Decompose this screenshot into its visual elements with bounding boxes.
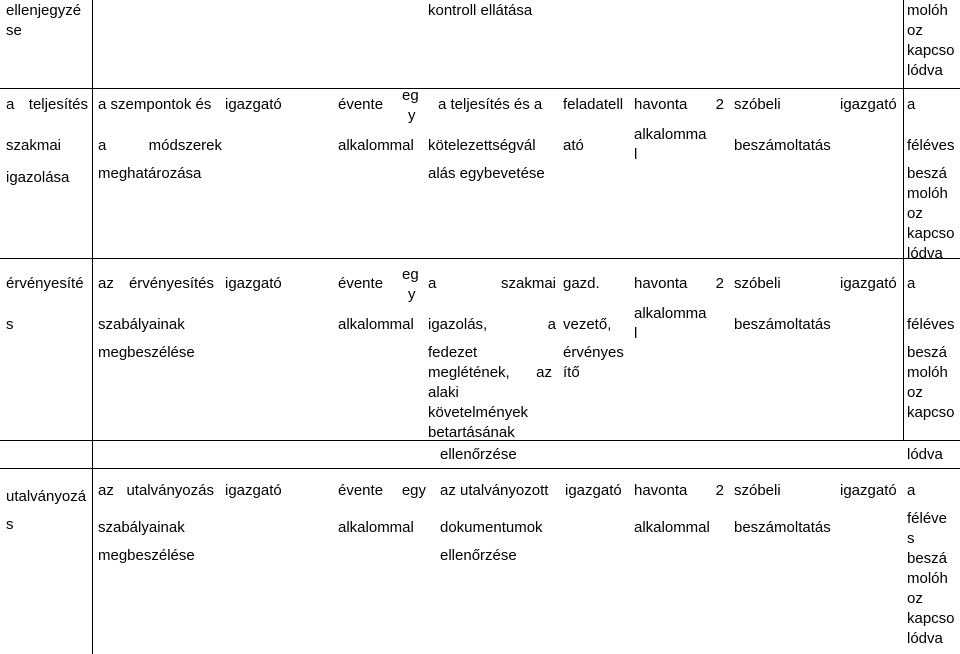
cell-r1-c7-line1: havonta 2 bbox=[634, 96, 724, 113]
cell-r3-c2: szabályainak megbeszélése bbox=[98, 519, 195, 564]
table-hline-1 bbox=[0, 88, 960, 89]
table-hline-2 bbox=[0, 258, 960, 259]
cell-r2-c4b: eg y bbox=[402, 266, 419, 303]
cell-r1-c7: alkalomma l bbox=[634, 126, 707, 163]
cell-r2-c2: szabályainak megbeszélése bbox=[98, 316, 195, 361]
cell-r2-c10-last: lódva bbox=[907, 446, 943, 463]
cell-r2-c7-line1: havonta 2 bbox=[634, 275, 724, 292]
cell-r2-c5-line1: a szakmai bbox=[428, 275, 556, 292]
cell-r1-c1: szakmai igazolása bbox=[6, 137, 70, 186]
cell-r2-c5-line2: igazolás, a bbox=[428, 316, 556, 333]
cell-r0-c5: kontroll ellátása bbox=[428, 2, 533, 19]
cell-r3-c4-line1: évente egy bbox=[338, 482, 426, 499]
cell-r1-c4-line1: évente bbox=[338, 96, 384, 113]
cell-r3-c9: igazgató bbox=[840, 482, 897, 499]
cell-r2-c5-line4: meglétének, az bbox=[428, 364, 552, 381]
cell-r0-c1: ellenjegyzé se bbox=[6, 2, 82, 39]
cell-r1-c5: a teljesítés és a kötelezettségvál alás egybevetése bbox=[428, 96, 545, 182]
cell-r3-c4-line2: alkalommal bbox=[338, 519, 414, 536]
cell-r2-c6: gazd. vezető, érvényes ítő bbox=[563, 275, 624, 381]
cell-r2-c3: igazgató bbox=[225, 275, 282, 292]
cell-r2-c5-line8: ellenőrzése bbox=[440, 446, 517, 463]
cell-r1-c2-line2: a módszerek bbox=[98, 137, 222, 154]
cell-r1-c8: szóbeli beszámoltatás bbox=[734, 96, 831, 154]
cell-r3-c3: igazgató bbox=[225, 482, 282, 499]
cell-r2-c2-line1: az érvényesítés bbox=[98, 275, 214, 292]
cell-r1-c1-line1: a teljesítés bbox=[6, 96, 88, 113]
cell-r3-c1: utalványozá s bbox=[6, 488, 87, 533]
cell-r2-c1: érvényesíté s bbox=[6, 275, 84, 333]
cell-r1-c4b: eg y bbox=[402, 87, 419, 124]
cell-r1-c2: a szempontok és bbox=[98, 96, 212, 113]
cell-r2-c5-rest: alaki követelmények betartásának bbox=[428, 384, 529, 441]
cell-r2-c5-line3: fedezet bbox=[428, 344, 478, 361]
table-vline-2 bbox=[903, 0, 904, 440]
cell-r3-c6: igazgató bbox=[565, 482, 622, 499]
cell-r2-c10: a féléves beszá molóh oz kapcso bbox=[907, 275, 955, 421]
cell-r3-c8: szóbeli beszámoltatás bbox=[734, 482, 831, 536]
cell-r2-c4-line1: évente bbox=[338, 275, 384, 292]
cell-r3-c7-line2: alkalommal bbox=[634, 519, 710, 536]
cell-r1-c4-line2: alkalommal bbox=[338, 137, 414, 154]
cell-r1-c9: igazgató bbox=[840, 96, 897, 113]
table-hline-4 bbox=[0, 468, 960, 469]
cell-r3-c2-line1: az utalványozás bbox=[98, 482, 214, 499]
cell-r1-c3: igazgató bbox=[225, 96, 282, 113]
cell-r2-c7: alkalomma l bbox=[634, 305, 707, 342]
cell-r1-c6: feladatell ató bbox=[563, 96, 624, 154]
cell-r3-c7-line1: havonta 2 bbox=[634, 482, 724, 499]
cell-r1-c10: a féléves beszá molóh oz kapcso lódva bbox=[907, 96, 955, 262]
cell-r2-c4-line2: alkalommal bbox=[338, 316, 414, 333]
cell-r3-c5: az utalványozott dokumentumok ellenőrzése bbox=[440, 482, 549, 564]
cell-r2-c9: igazgató bbox=[840, 275, 897, 292]
table-vline-1 bbox=[92, 0, 93, 654]
cell-r1-c2-line3: meghatározása bbox=[98, 165, 202, 182]
cell-r2-c8: szóbeli beszámoltatás bbox=[734, 275, 831, 333]
cell-r3-c10: a féléve s beszá molóh oz kapcso lódva bbox=[907, 482, 955, 647]
cell-r0-c10: molóh oz kapcso lódva bbox=[907, 2, 955, 79]
